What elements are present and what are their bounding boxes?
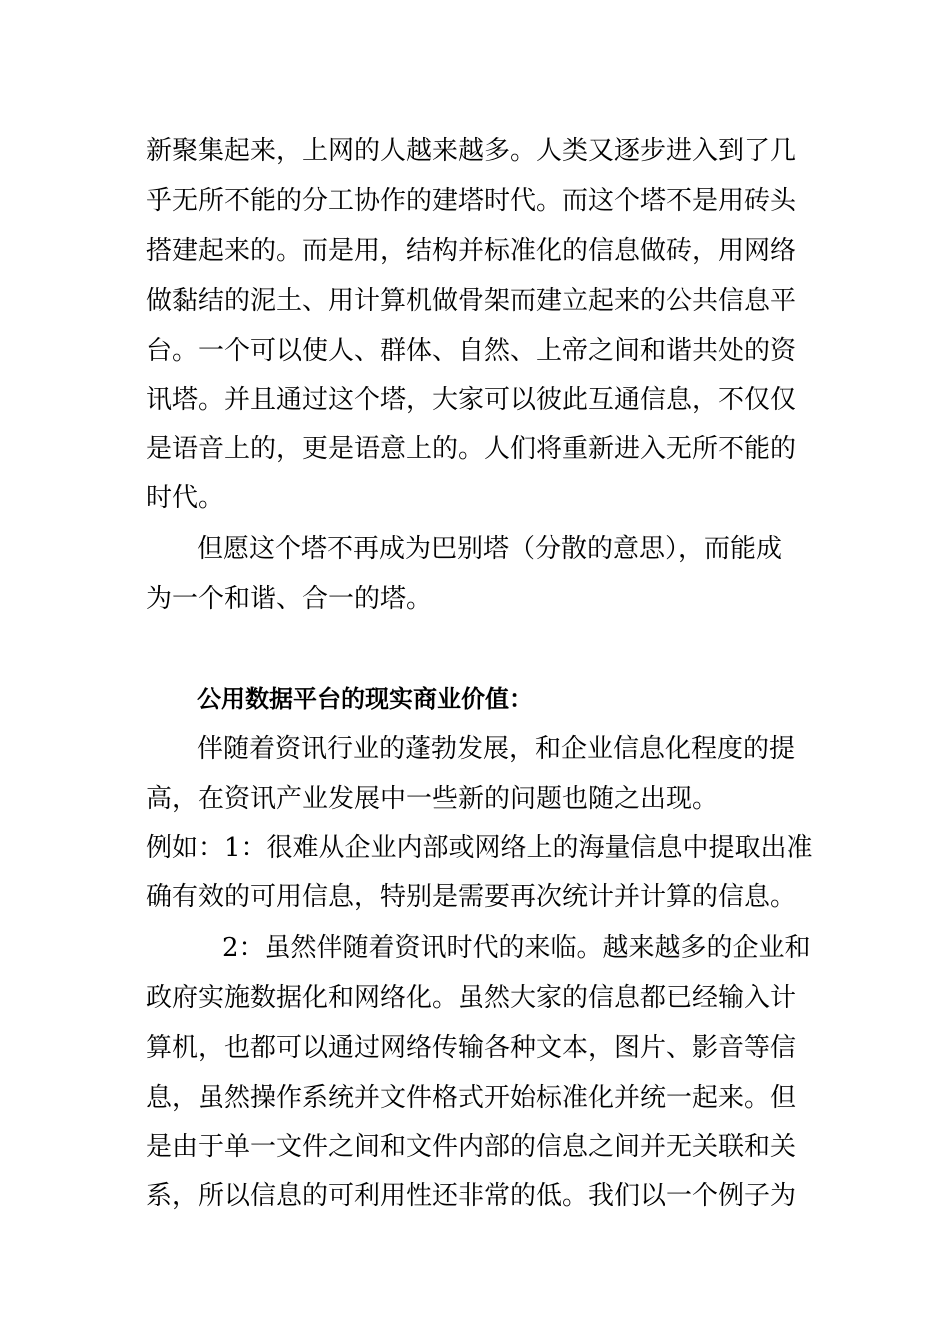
text-line: 台。一个可以使人、群体、自然、上帝之间和谐共处的资 <box>146 336 797 366</box>
text-line: 政府实施数据化和网络化。虽然大家的信息都已经输入计 <box>146 983 797 1013</box>
text-line: 搭建起来的。而是用，结构并标准化的信息做砖，用网络 <box>146 236 797 266</box>
text-line: 做黏结的泥土、用计算机做骨架而建立起来的公共信息平 <box>146 286 797 316</box>
paragraph-first-line: 伴随着资讯行业的蓬勃发展，和企业信息化程度的提 <box>197 734 796 764</box>
text-line: 乎无所不能的分工协作的建塔时代。而这个塔不是用砖头 <box>146 186 797 216</box>
text-line: 为一个和谐、合一的塔。 <box>146 584 433 614</box>
text-line: 确有效的可用信息，特别是需要再次统计并计算的信息。 <box>146 882 797 912</box>
text-line: 高，在资讯产业发展中一些新的问题也随之出现。 <box>146 784 719 814</box>
paragraph-first-line: 但愿这个塔不再成为巴别塔（分散的意思），而能成 <box>197 534 783 564</box>
section-heading: 公用数据平台的现实商业价值： <box>197 685 533 713</box>
text-line: 时代。 <box>146 483 225 513</box>
text-line: 息，虽然操作系统并文件格式开始标准化并统一起来。但 <box>146 1083 797 1113</box>
text-line: 是由于单一文件之间和文件内部的信息之间并无关联和关 <box>146 1132 797 1162</box>
text-line: 新聚集起来，上网的人越来越多。人类又逐步进入到了几 <box>146 136 797 166</box>
text-line: 算机，也都可以通过网络传输各种文本，图片、影音等信 <box>146 1033 797 1063</box>
text-line: 是语音上的，更是语意上的。人们将重新进入无所不能的 <box>146 434 797 464</box>
text-line: 系，所以信息的可利用性还非常的低。我们以一个例子为 <box>146 1181 797 1211</box>
text-line: 例如：1：很难从企业内部或网络上的海量信息中提取出准 <box>146 833 813 863</box>
list-item-line: 2：虽然伴随着资讯时代的来临。越来越多的企业和 <box>222 933 811 963</box>
text-line: 讯塔。并且通过这个塔，大家可以彼此互通信息，不仅仅 <box>146 385 797 415</box>
